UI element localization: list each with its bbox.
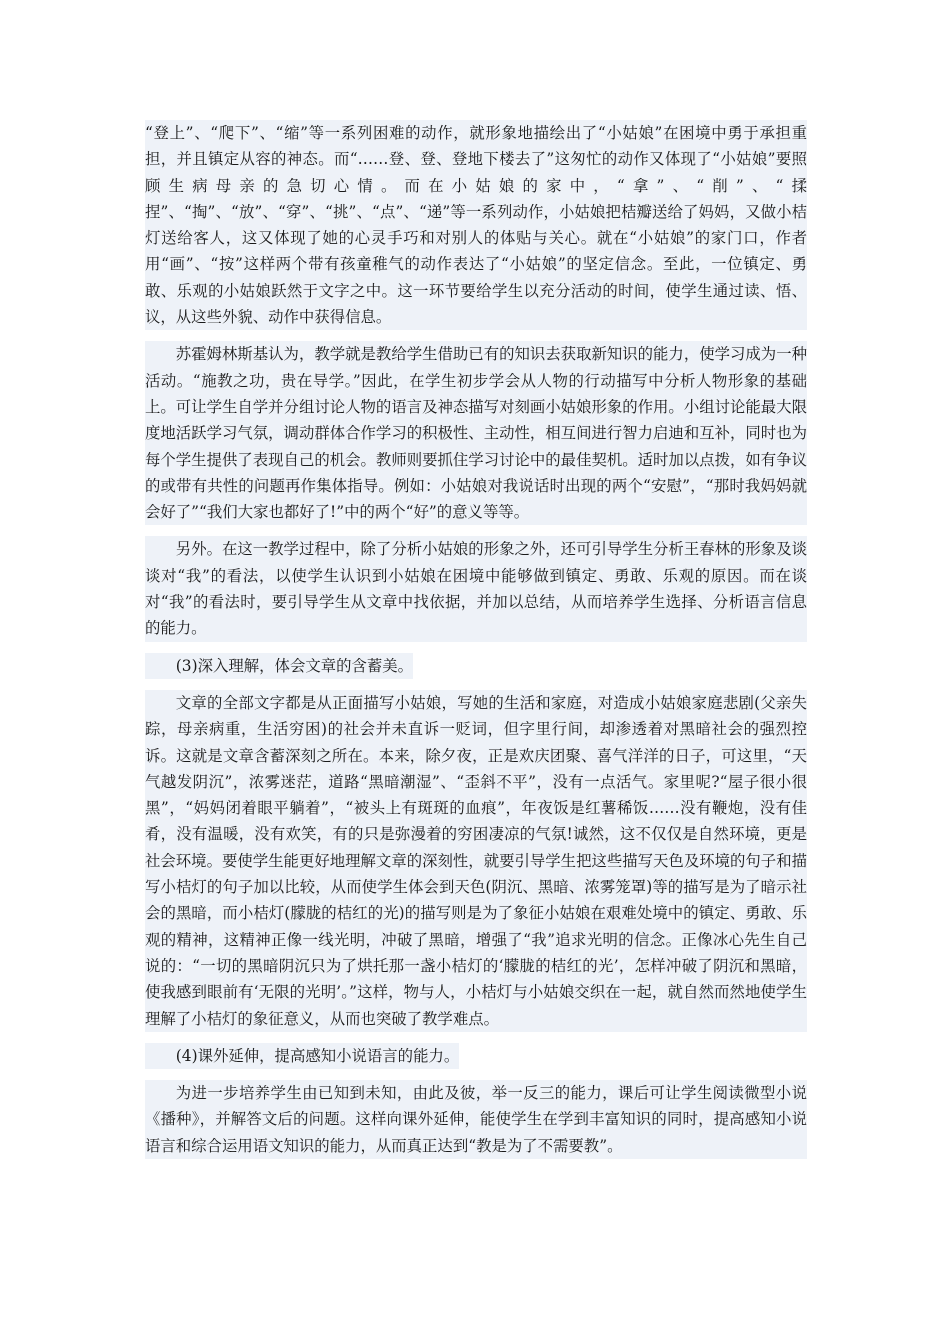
section-heading-3: (3)深入理解，体会文章的含蓄美。 — [145, 653, 413, 679]
paragraph-implicit-beauty: 文章的全部文字都是从正面描写小姑娘，写她的生活和家庭，对造成小姑娘家庭悲剧(父亲失踪，母亲病重，生活穷困)的社会并未直诉一贬词，但字里行间，却渗透着对黑暗社会的强烈控诉。这就是文章含蓄深刻之所在。本来，除夕夜，正是欢庆团聚、喜气洋洋的日子，可这里，“天气越发阴沉”，浓雾迷茫，道路“黑暗潮湿”、“歪斜不平”，没有一点活气。家里呢?“屋子很小很黑”，“妈妈闭着眼平躺着”，“被头上有斑斑的血痕”，年夜饭是红薯稀饭……没有鞭炮，没有佳肴，没有温暖，没有欢笑，有的只是弥漫着的穷困凄凉的气氛!诚然，这不仅仅是自然环境，更是社会环境。要使学生能更好地理解文章的深刻性，就要引导学生把这些描写天色及环境的句子和描写小桔灯的句子加以比较，从而使学生体会到天色(阴沉、黑暗、浓雾笼罩)等的描写是为了暗示社会的黑暗，而小桔灯(朦胧的桔红的光)的描写则是为了象征小姑娘在艰难处境中的镇定、勇敢、乐观的精神，这精神正像一线光明，冲破了黑暗，增强了“我”追求光明的信念。正像冰心先生自己说的：“一切的黑暗阴沉只为了烘托那一盏小桔灯的‘朦胧的桔红的光’，怎样冲破了阴沉和黑暗，使我感到眼前有‘无限的光明’。”这样，物与人，小桔灯与小姑娘交织在一起，就自然而然地使学生理解了小桔灯的象征意义，从而也突破了教学难点。 — [145, 690, 807, 1032]
paragraph-group-discussion: 苏霍姆林斯基认为，教学就是教给学生借助已有的知识去获取新知识的能力，使学习成为一种活动。“施教之功，贵在导学。”因此，在学生初步学会从人物的行动描写中分析人物形象的基础上。可让学生自学并分组讨论人物的语言及神态描写对刻画小姑娘形象的作用。小组讨论能最大限度地活跃学习气氛，调动群体合作学习的积极性、主动性，相互间进行智力启迪和互补，同时也为每个学生提供了表现自己的机会。教师则要抓住学习讨论中的最佳契机。适时加以点拨，如有争议的或带有共性的问题再作集体指导。例如：小姑娘对我说话时出现的两个“安慰”，“那时我妈妈就会好了”“我们大家也都好了!”中的两个“好”的意义等等。 — [145, 341, 807, 525]
paragraph-character-analysis: 另外。在这一教学过程中，除了分析小姑娘的形象之外，还可引导学生分析王春林的形象及谈谈对“我”的看法，以使学生认识到小姑娘在困境中能够做到镇定、勇敢、乐观的原因。而在谈对“我”的看法时，要引导学生从文章中找依据，并加以总结，从而培养学生选择、分析语言信息的能力。 — [145, 536, 807, 641]
document-body — [145, 120, 807, 1170]
section-heading-4: (4)课外延伸，提高感知小说语言的能力。 — [145, 1043, 459, 1069]
paragraph-action-description: “登上”、“爬下”、“缩”等一系列困难的动作，就形象地描绘出了“小姑娘”在困境中勇于承担重担，并且镇定从容的神态。而“……登、登、登地下楼去了”这匆忙的动作又体现了“小姑娘”要照顾生病母亲的急切心情。而在小姑娘的家中，“拿”、“削”、“揉捏”、“掏”、“放”、“穿”、“挑”、“点”、“递”等一系列动作，小姑娘把桔瓣送给了妈妈，又做小桔灯送给客人，这又体现了她的心灵手巧和对别人的体贴与关心。就在“小姑娘”的家门口，作者用“画”、“按”这样两个带有孩童稚气的动作表达了“小姑娘”的坚定信念。至此，一位镇定、勇敢、乐观的小姑娘跃然于文字之中。这一环节要给学生以充分活动的时间，使学生通过读、悟、议，从这些外貌、动作中获得信息。 — [145, 120, 807, 330]
paragraph-extension-reading: 为进一步培养学生由已知到未知，由此及彼，举一反三的能力，课后可让学生阅读微型小说《播种》，并解答文后的问题。这样向课外延伸，能使学生在学到丰富知识的同时，提高感知小说语言和综合运用语文知识的能力，从而真正达到“教是为了不需要教”。 — [145, 1080, 807, 1159]
